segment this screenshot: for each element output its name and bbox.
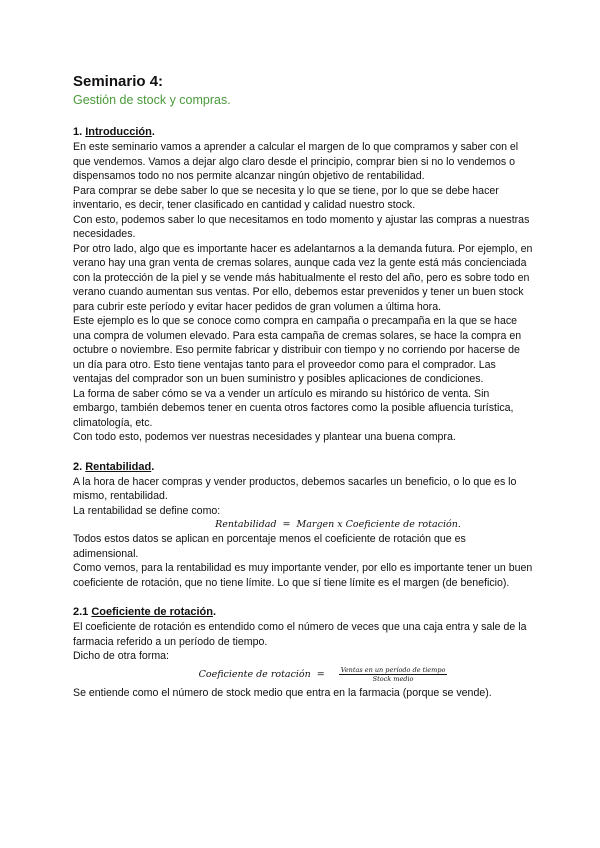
section-number: 2.1 bbox=[73, 606, 92, 618]
document-subtitle: Gestión de stock y compras. bbox=[73, 93, 231, 107]
paragraph: Dicho de otra forma: bbox=[73, 650, 169, 662]
paragraph: Por otro lado, algo que es importante hacer es adelantarnos a la demanda futura. Por ejemplo, en verano hay una gran venta de cremas solares, aunque cada vez la gente está más concienciada con la protección de la piel y se vende más habitualmente el resto del año, pero es sobre todo en verano cuando aumentan sus ventas. Por ello, debemos estar prevenidos y tener un buen stock para cubrir este período y evitar hacer pedidos de gran volumen a última hora. bbox=[73, 242, 533, 313]
paragraph: Se entiende como el número de stock medio que entra en la farmacia (porque se vende). bbox=[73, 686, 492, 699]
paragraph: El coeficiente de rotación es entendido como el número de veces que una caja entra y sale de la farmacia referido a un período de tiempo. bbox=[73, 621, 527, 648]
paragraph: Todos estos datos se aplican en porcentaje menos el coeficiente de rotación que es adimensional. bbox=[73, 533, 466, 560]
formula-denominator: Stock medio bbox=[372, 675, 414, 683]
document-title: Seminario 4: bbox=[73, 73, 164, 90]
formula-lhs: Rentabilidad bbox=[215, 519, 277, 530]
formula-equals: = bbox=[316, 668, 325, 680]
paragraph: Con esto, podemos saber lo que necesitamos en todo momento y ajustar las compras a nuestras necesidades. bbox=[73, 213, 530, 240]
paragraph: Como vemos, para la rentabilidad es muy importante vender, por ello es importante tener un buen coeficiente de rotación, que no tiene límite. Lo que sí tiene límite es el margen (de beneficio). bbox=[73, 562, 533, 589]
section-title: Rentabilidad bbox=[85, 460, 152, 473]
section-title-period: . bbox=[151, 126, 155, 138]
section-title: Coeficiente de rotación bbox=[91, 606, 213, 618]
formula-rhs: Margen x Coeficiente de rotación. bbox=[296, 519, 461, 530]
section-title: Introducción bbox=[85, 126, 152, 138]
section-title-period: . bbox=[151, 460, 155, 473]
paragraph: Con todo esto, podemos ver nuestras necesidades y plantear una buena compra. bbox=[73, 431, 456, 443]
document-content bbox=[73, 73, 533, 700]
section-title-period: . bbox=[213, 606, 217, 618]
paragraph: En este seminario vamos a aprender a calcular el margen de lo que compramos y saber con el que vendemos. Vamos a dejar algo claro desde el principio, comprar bien si no lo vendemos o dispensamos todo no nos permite alcanzar ningún objetivo de rentabilidad. bbox=[73, 141, 519, 182]
paragraph: Este ejemplo es lo que se conoce como compra en campaña o precampaña en la que se hace una compra de volumen elevado. Para esta campaña de cremas solares, se hace la compra en octubre o noviembre. Eso permite fabricar y distribuir con tiempo y no corriendo por hacerse de un día para otro. Esto tiene ventajas tanto para el proveedor como para el comprador. Las ventajas del comprador son un buen suministro y posibles aplicaciones de condiciones. bbox=[73, 315, 522, 385]
section-heading-rentabilidad bbox=[73, 460, 533, 475]
paragraph: La rentabilidad se define como: bbox=[73, 504, 221, 517]
paragraph: Para comprar se debe saber lo que se necesita y lo que se tiene, por lo que se debe hacer inventario, es decir, tener clasificado en cantidad y calidad nuestro stock. bbox=[73, 184, 499, 211]
paragraph: A la hora de hacer compras y vender productos, debemos sacarles un beneficio, o lo que es lo mismo, rentabilidad. bbox=[73, 475, 517, 502]
paragraph: La forma de saber cómo se va a vender un artículo es mirando su histórico de venta. Sin embargo, también debemos tener en cuenta otros factores como la posible afluencia turística, climatología, etc. bbox=[73, 387, 514, 429]
section-number: 2. bbox=[73, 460, 86, 473]
section-heading-introduccion bbox=[73, 125, 533, 140]
formula-rentabilidad bbox=[73, 518, 533, 532]
formula-equals: = bbox=[282, 519, 291, 530]
section-heading-coeficiente-rotacion bbox=[73, 605, 533, 620]
formula-numerator: Ventas en un período de tiempo bbox=[340, 666, 446, 674]
section-number: 1. bbox=[73, 126, 86, 138]
formula-fraction bbox=[339, 666, 448, 683]
formula-lhs: Coeficiente de rotación bbox=[198, 668, 311, 680]
formula-coeficiente-rotacion bbox=[73, 664, 533, 686]
